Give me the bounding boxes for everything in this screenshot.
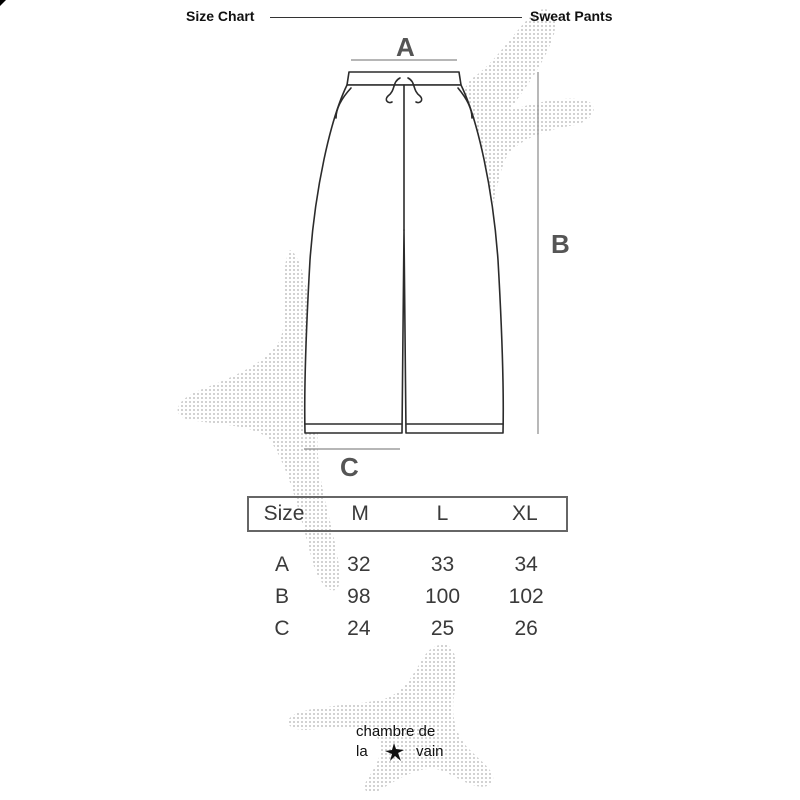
brand-line-2-right: vain	[416, 743, 444, 760]
table-row	[247, 613, 568, 645]
product-name: Sweat Pants	[530, 8, 613, 24]
waistband	[347, 72, 461, 85]
star-silhouette-icon	[384, 742, 406, 762]
dimension-c-label: C	[340, 452, 359, 482]
table-cell: 26	[514, 617, 538, 640]
header-cell: Size	[263, 502, 305, 525]
size-chart-title: Size Chart	[186, 8, 255, 24]
header-cell: L	[436, 502, 449, 525]
brand-logo	[356, 722, 444, 762]
table-cell: 102	[508, 585, 544, 608]
table-cell: 34	[514, 553, 538, 576]
size-table-header	[247, 496, 568, 532]
table-row	[247, 581, 568, 613]
brand-line-1: chambre de	[356, 723, 436, 740]
table-row	[247, 549, 568, 581]
table-cell: 32	[347, 553, 371, 576]
table-cell: C	[274, 617, 290, 640]
dimension-a-label: A	[396, 32, 415, 62]
brand-line-2-left: la	[356, 743, 368, 760]
table-cell: 98	[347, 585, 371, 608]
table-cell: B	[274, 585, 289, 608]
table-cell: 24	[347, 617, 371, 640]
table-cell: 25	[430, 617, 455, 640]
table-cell: A	[274, 553, 289, 576]
dimension-b-label: B	[551, 229, 570, 259]
header-cell: XL	[511, 502, 538, 525]
size-table	[247, 496, 568, 645]
table-cell: 33	[430, 553, 455, 576]
header-cell: M	[351, 502, 369, 525]
table-cell: 100	[424, 585, 461, 608]
